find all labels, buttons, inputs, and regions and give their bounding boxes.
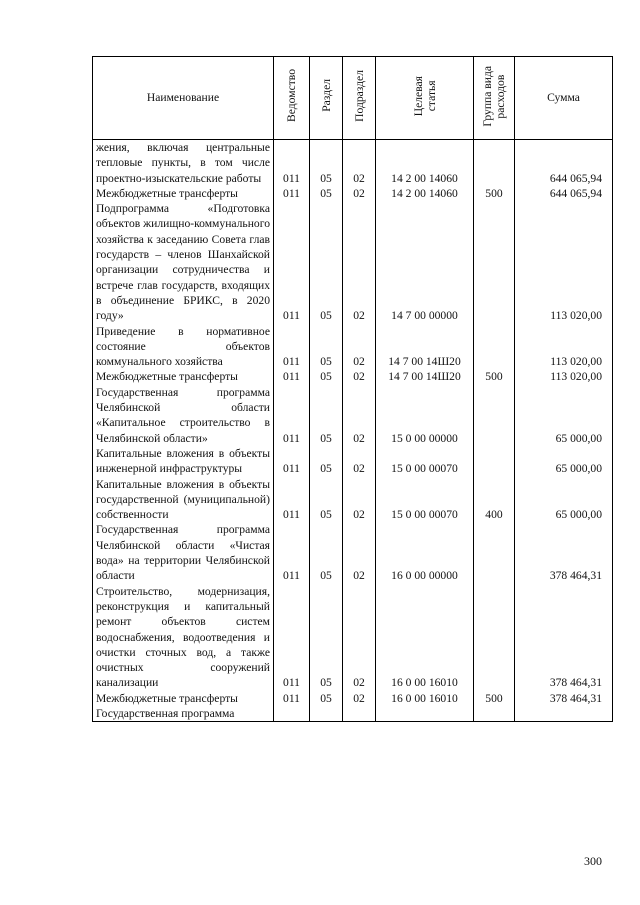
row-group: 500 <box>474 691 515 706</box>
row-group <box>474 584 515 691</box>
row-section <box>310 706 343 722</box>
row-sum: 113 020,00 <box>515 369 613 384</box>
budget-table-page <box>92 56 612 836</box>
row-section: 05 <box>310 477 343 523</box>
row-name: Государственная программа Челябинской области «Капитальное строительство в Челябинской области» <box>93 385 274 446</box>
row-group: 400 <box>474 477 515 523</box>
row-sum: 65 000,00 <box>515 385 613 446</box>
row-article: 16 0 00 16010 <box>376 691 474 706</box>
header-subsection: Подраздел <box>343 57 376 140</box>
row-subsection: 02 <box>343 201 376 323</box>
row-name: Приведение в нормативное состояние объектов коммунального хозяйства <box>93 324 274 370</box>
row-sum: 644 065,94 <box>515 140 613 186</box>
row-dept: 011 <box>274 584 310 691</box>
row-group: 500 <box>474 186 515 201</box>
row-section: 05 <box>310 446 343 477</box>
row-name: Капитальные вложения в объекты инженерной инфраструктуры <box>93 446 274 477</box>
header-sum: Сумма <box>515 57 613 140</box>
table-header-row <box>93 57 613 140</box>
row-sum: 644 065,94 <box>515 186 613 201</box>
row-dept <box>274 706 310 722</box>
row-dept: 011 <box>274 201 310 323</box>
row-sum <box>515 706 613 722</box>
row-subsection: 02 <box>343 584 376 691</box>
row-section: 05 <box>310 584 343 691</box>
row-name: Государственная программа <box>93 706 274 722</box>
row-group: 500 <box>474 369 515 384</box>
row-group <box>474 446 515 477</box>
row-section: 05 <box>310 522 343 583</box>
row-sum: 378 464,31 <box>515 691 613 706</box>
row-name: Межбюджетные трансферты <box>93 369 274 384</box>
row-group <box>474 140 515 186</box>
row-article: 14 2 00 14060 <box>376 186 474 201</box>
row-article: 14 7 00 00000 <box>376 201 474 323</box>
row-section: 05 <box>310 140 343 186</box>
row-dept: 011 <box>274 324 310 370</box>
header-section: Раздел <box>310 57 343 140</box>
row-article: 14 7 00 14Ш20 <box>376 324 474 370</box>
row-sum: 378 464,31 <box>515 522 613 583</box>
row-article: 14 2 00 14060 <box>376 140 474 186</box>
header-name: Наименование <box>93 57 274 140</box>
row-group <box>474 522 515 583</box>
row-name: Государственная программа Челябинской области «Чистая вода» на территории Челябинской области <box>93 522 274 583</box>
row-name: Капитальные вложения в объекты государственной (муниципальной) собственности <box>93 477 274 523</box>
row-article: 14 7 00 14Ш20 <box>376 369 474 384</box>
table-row <box>93 201 613 323</box>
row-dept: 011 <box>274 140 310 186</box>
row-dept: 011 <box>274 385 310 446</box>
table-row <box>93 446 613 477</box>
row-sum: 378 464,31 <box>515 584 613 691</box>
row-group <box>474 706 515 722</box>
row-article: 15 0 00 00070 <box>376 446 474 477</box>
table-row <box>93 706 613 722</box>
header-article: Целевая статья <box>376 57 474 140</box>
row-subsection: 02 <box>343 324 376 370</box>
table-row <box>93 385 613 446</box>
row-group <box>474 201 515 323</box>
table-row <box>93 477 613 523</box>
row-article: 16 0 00 16010 <box>376 584 474 691</box>
row-section: 05 <box>310 201 343 323</box>
row-section: 05 <box>310 691 343 706</box>
table-row <box>93 584 613 691</box>
row-article: 15 0 00 00000 <box>376 385 474 446</box>
row-subsection: 02 <box>343 522 376 583</box>
row-dept: 011 <box>274 369 310 384</box>
row-dept: 011 <box>274 522 310 583</box>
header-group: Группа вида расходов <box>474 57 515 140</box>
row-name: Межбюджетные трансферты <box>93 691 274 706</box>
row-article: 15 0 00 00070 <box>376 477 474 523</box>
row-subsection: 02 <box>343 369 376 384</box>
row-group <box>474 324 515 370</box>
row-section: 05 <box>310 186 343 201</box>
row-subsection: 02 <box>343 186 376 201</box>
table-row <box>93 140 613 186</box>
row-subsection: 02 <box>343 385 376 446</box>
table-row <box>93 186 613 201</box>
row-subsection: 02 <box>343 691 376 706</box>
row-name: Подпрограмма «Подготовка объектов жилищно-коммунального хозяйства к заседанию Совета глав государств – членов Шанхайской организации сотрудничества и встрече глав государств, входящих в объединение БРИКС, в 2020 году» <box>93 201 274 323</box>
table-body <box>93 140 613 722</box>
row-subsection: 02 <box>343 446 376 477</box>
header-dept: Ведомство <box>274 57 310 140</box>
row-section: 05 <box>310 324 343 370</box>
row-name: Строительство, модернизация, реконструкция и капитальный ремонт объектов систем водоснабжения, водоотведения и очистки сточных вод, а также очистных сооружений канализации <box>93 584 274 691</box>
row-dept: 011 <box>274 477 310 523</box>
row-dept: 011 <box>274 691 310 706</box>
row-name: жения, включая центральные тепловые пункты, в том числе проектно-изыскательские работы <box>93 140 274 186</box>
table-row <box>93 324 613 370</box>
row-article <box>376 706 474 722</box>
row-section: 05 <box>310 385 343 446</box>
row-sum: 113 020,00 <box>515 201 613 323</box>
row-article: 16 0 00 00000 <box>376 522 474 583</box>
row-name: Межбюджетные трансферты <box>93 186 274 201</box>
row-subsection: 02 <box>343 140 376 186</box>
table-row <box>93 369 613 384</box>
row-sum: 113 020,00 <box>515 324 613 370</box>
table-row <box>93 522 613 583</box>
row-sum: 65 000,00 <box>515 446 613 477</box>
row-group <box>474 385 515 446</box>
row-sum: 65 000,00 <box>515 477 613 523</box>
page-number: 300 <box>584 854 602 868</box>
budget-table <box>92 56 613 722</box>
row-subsection: 02 <box>343 477 376 523</box>
row-dept: 011 <box>274 446 310 477</box>
row-section: 05 <box>310 369 343 384</box>
row-dept: 011 <box>274 186 310 201</box>
table-row <box>93 691 613 706</box>
row-subsection <box>343 706 376 722</box>
